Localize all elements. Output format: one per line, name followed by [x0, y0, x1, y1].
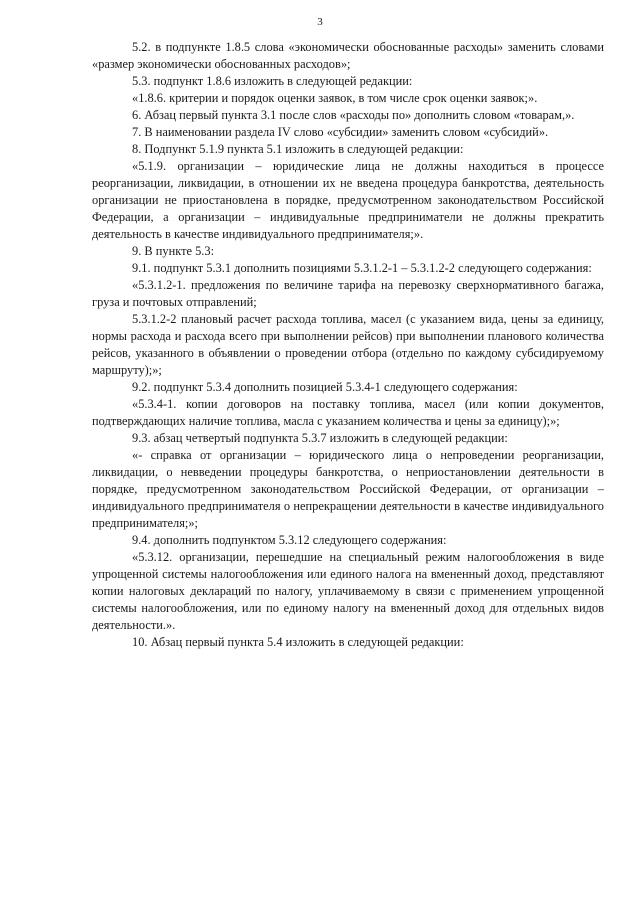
document-body	[92, 39, 604, 651]
paragraph-5-3-12-text: «5.3.12. организации, перешедшие на специальный режим налогообложения в виде упрощенной системы налогообложения или единого налога на вмененный доход, представляют копии налоговых деклараций по налогу, уплачиваемому в связи с применением упрощенной системы налогообложения, или по единому налогу на вмененный доход для отдельных видов деятельности.».	[92, 550, 604, 632]
paragraph-9-3: 9.3. абзац четвертый подпункта 5.3.7 изложить в следующей редакции:	[132, 431, 508, 445]
paragraph-6: 6. Абзац первый пункта 3.1 после слов «расходы по» дополнить словом «товарам,».	[132, 108, 575, 122]
paragraph-9-1: 9.1. подпункт 5.3.1 дополнить позициями 5.3.1.2-1 – 5.3.1.2-2 следующего содержания:	[132, 261, 592, 275]
paragraph-5-3-4-1-text: «5.3.4-1. копии договоров на поставку топлива, масел (или копии документов, подтверждающих наличие топлива, масла с указанием количества и цены за единицу);»;	[92, 397, 604, 428]
paragraph-10: 10. Абзац первый пункта 5.4 изложить в следующей редакции:	[132, 635, 464, 649]
paragraph-9: 9. В пункте 5.3:	[132, 244, 215, 258]
paragraph-9-2: 9.2. подпункт 5.3.4 дополнить позицией 5.3.4-1 следующего содержания:	[132, 380, 518, 394]
paragraph-7: 7. В наименовании раздела IV слово «субсидии» заменить словом «субсидий».	[132, 125, 549, 139]
paragraph-5-3-1-2-2-text: 5.3.1.2-2 плановый расчет расхода топлива, масел (с указанием вида, цены за единицу, нормы расхода и расхода всего при выполнении рейсов) при выполнении планового количества рейсов, указанного в объявлении о проведении отбора (отдельно по каждому субсидируемому маршруту);»;	[92, 312, 604, 377]
paragraph-5-2: 5.2. в подпункте 1.8.5 слова «экономически обоснованные расходы» заменить словами «размер экономически обоснованных расходов»;	[92, 40, 604, 71]
paragraph-certificate-text: «- справка от организации – юридического лица о непроведении реорганизации, ликвидации, о невведении процедуры банкротства, о неприостановлении деятельности в порядке, предусмотренном законодательством Российской Федерации, от организации – индивидуального предпринимателя о непрекращении деятельности в качестве индивидуального предпринимателя;»;	[92, 448, 604, 530]
paragraph-1-8-6-text: «1.8.6. критерии и порядок оценки заявок, в том числе срок оценки заявок;».	[132, 91, 538, 105]
paragraph-9-4: 9.4. дополнить подпунктом 5.3.12 следующего содержания:	[132, 533, 447, 547]
paragraph-5-3: 5.3. подпункт 1.8.6 изложить в следующей редакции:	[132, 74, 413, 88]
paragraph-5-3-1-2-1-text: «5.3.1.2-1. предложения по величине тарифа на перевозку сверхнормативного багажа, груза и почтовых отправлений;	[92, 278, 604, 309]
paragraph-8: 8. Подпункт 5.1.9 пункта 5.1 изложить в следующей редакции:	[132, 142, 464, 156]
paragraph-5-1-9-text: «5.1.9. организации – юридические лица не должны находиться в процессе реорганизации, ликвидации, в отношении их не введена процедура банкротства, деятельность организации не приостановлена в порядке, предусмотренном законодательством Российской Федерации, а организации – индивидуальные предприниматели не должны прекратить деятельность в качестве индивидуального предпринимателя;».	[92, 159, 604, 241]
page-number: 3	[317, 16, 323, 28]
